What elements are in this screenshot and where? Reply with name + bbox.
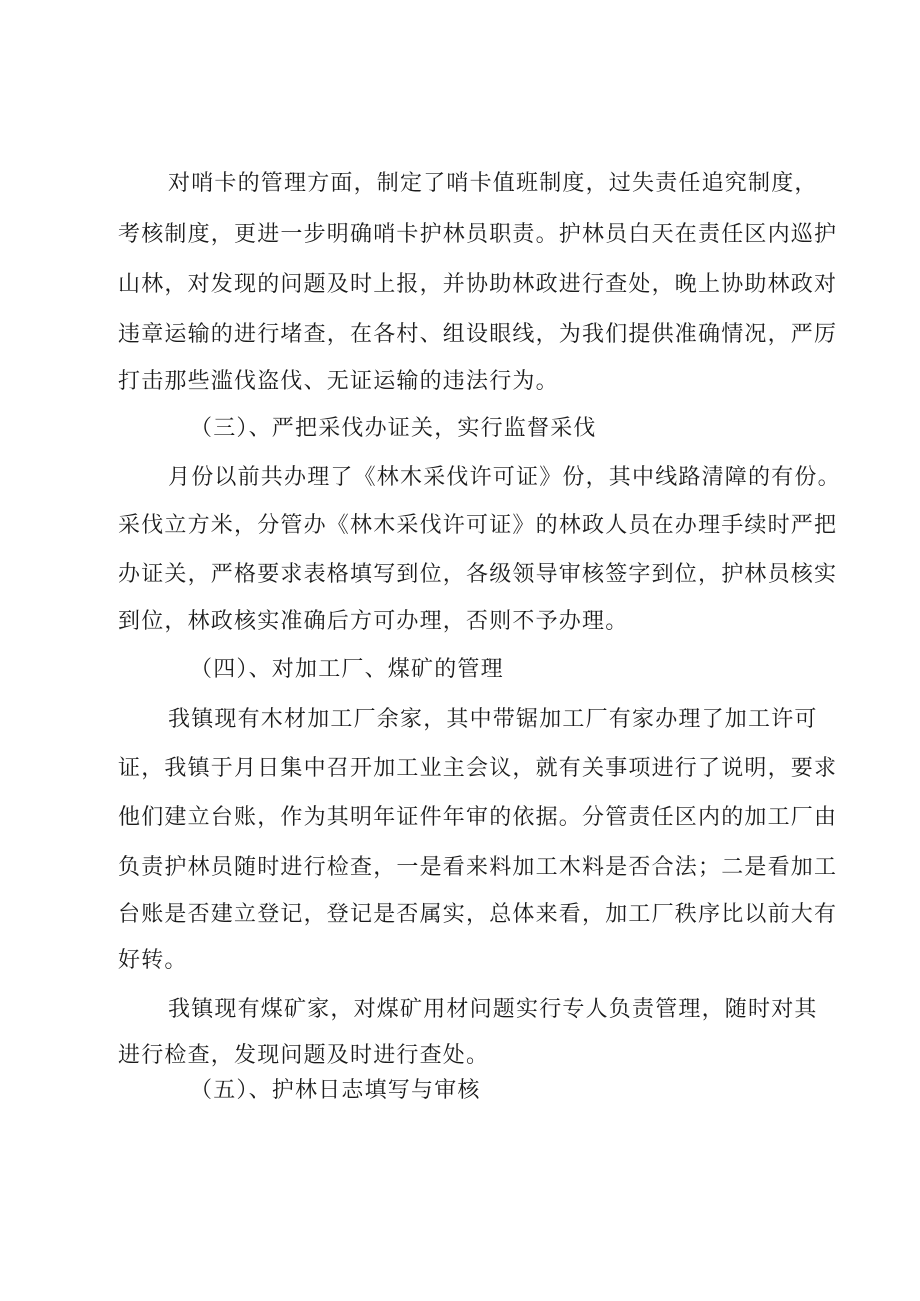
paragraph-line: 打击那些滥伐盗伐、无证运输的违法行为。 xyxy=(118,369,559,394)
paragraph-line: 台账是否建立登记，登记是否属实，总体来看，加工厂秩序比以前大有 xyxy=(118,902,838,927)
paragraph-line: 我镇现有木材加工厂余家，其中带锯加工厂有家办理了加工许可 xyxy=(168,707,818,732)
paragraph-line: 好转。 xyxy=(118,948,188,973)
section-heading-5: （五）、护林日志填写与审核 xyxy=(190,1078,481,1103)
paragraph-line: 我镇现有煤矿家，对煤矿用材问题实行专人负责管理，随时对其 xyxy=(168,997,818,1022)
section-heading-4: （四）、对加工厂、煤矿的管理 xyxy=(190,657,504,682)
paragraph-line: 月份以前共办理了《林木采伐许可证》份，其中线路清障的有份。 xyxy=(168,465,841,490)
paragraph-line: 采伐立方米，分管办《林木采伐许可证》的林政人员在办理手续时严把 xyxy=(118,513,838,538)
paragraph-line: 考核制度，更进一步明确哨卡护林员职责。护林员白天在责任区内巡护 xyxy=(118,222,838,247)
paragraph-line: 违章运输的进行堵查，在各村、组设眼线，为我们提供准确情况，严厉 xyxy=(118,322,838,347)
paragraph-line: 山林，对发现的问题及时上报，并协助林政进行查处，晚上协助林政对 xyxy=(118,272,838,297)
paragraph-line: 他们建立台账，作为其明年证件年审的依据。分管责任区内的加工厂由 xyxy=(118,805,838,830)
section-heading-3: （三）、严把采伐办证关，实行监督采伐 xyxy=(190,416,597,441)
paragraph-line: 负责护林员随时进行检查，一是看来料加工木料是否合法；二是看加工 xyxy=(118,855,838,880)
paragraph-line: 办证关，严格要求表格填写到位，各级领导审核签字到位，护林员核实 xyxy=(118,562,838,587)
paragraph-line: 进行检查，发现问题及时进行查处。 xyxy=(118,1043,490,1068)
paragraph-line: 对哨卡的管理方面，制定了哨卡值班制度，过失责任追究制度， xyxy=(168,171,818,196)
paragraph-line: 证，我镇于月日集中召开加工业主会议，就有关事项进行了说明，要求 xyxy=(118,756,838,781)
paragraph-line: 到位，林政核实准确后方可办理，否则不予办理。 xyxy=(118,609,629,634)
